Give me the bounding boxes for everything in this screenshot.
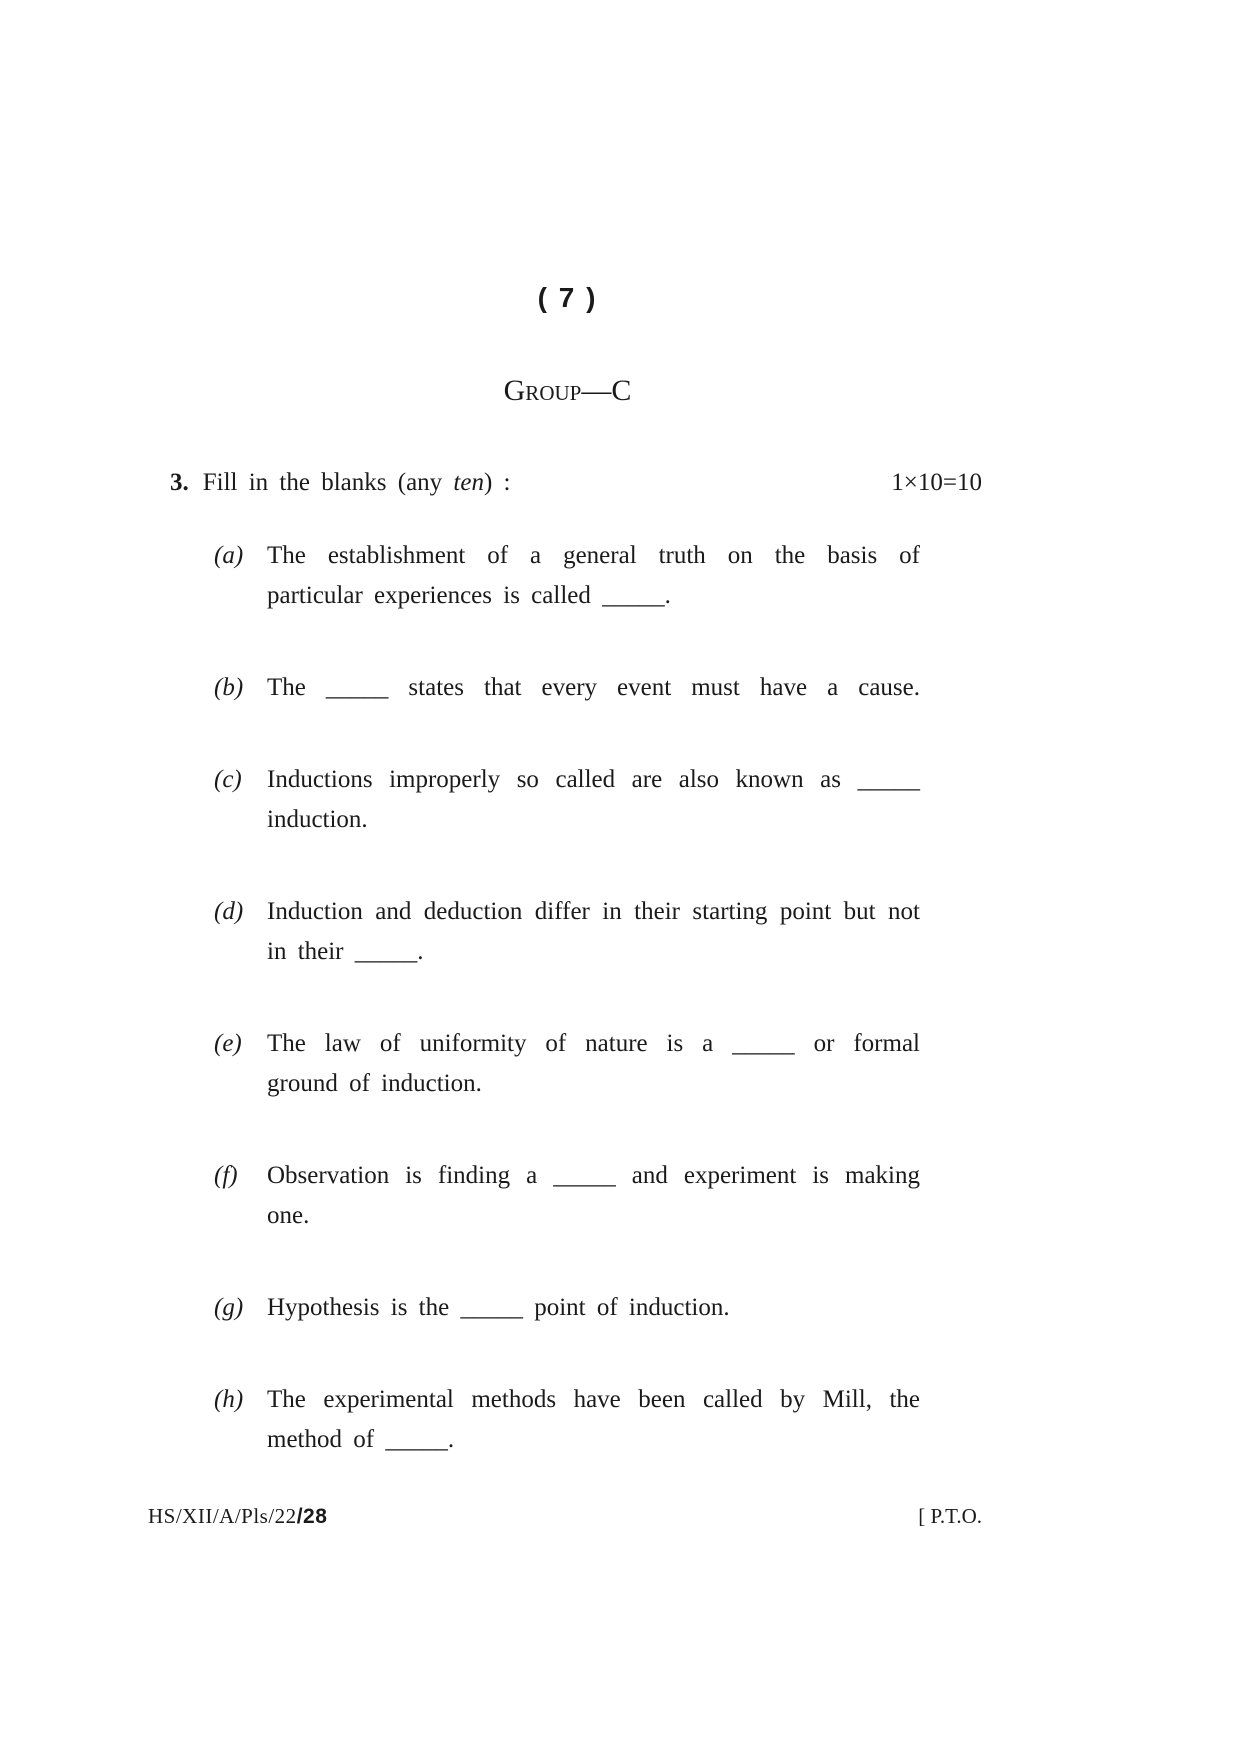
list-item: [214, 1156, 920, 1236]
question-number: 3.: [170, 469, 189, 496]
item-label: (c): [214, 766, 242, 793]
paper-code-text: HS/XII/A/Pls/22: [148, 1504, 297, 1528]
paper-code-page: /28: [296, 1505, 328, 1528]
item-label: (f): [214, 1162, 238, 1189]
list-item: [214, 892, 920, 972]
list-item: [214, 1380, 920, 1460]
item-label: (h): [214, 1386, 244, 1413]
list-item: [214, 536, 920, 616]
pto-marker: [ P.T.O.: [918, 1504, 982, 1528]
page-number: ( 7 ): [537, 282, 598, 313]
item-label: (g): [214, 1294, 244, 1321]
question-marks: 1×10=10: [891, 469, 982, 496]
item-text: Hypothesis is the _____ point of induction.: [267, 1294, 730, 1321]
question-text: Fill in the blanks: [202, 469, 387, 496]
item-label: (b): [214, 674, 244, 701]
item-text: The _____ states that every event must have a cause.: [267, 674, 920, 701]
item-text: Induction and deduction differ in their starting point but not in their _____.: [267, 898, 920, 965]
item-text: Inductions improperly so called are also known as _____ induction.: [267, 766, 920, 833]
item-label: (e): [214, 1030, 242, 1057]
list-item: [214, 1024, 920, 1104]
list-item: [214, 760, 920, 840]
item-text: The law of uniformity of nature is a _____ or formal ground of induction.: [267, 1030, 920, 1097]
list-item: [214, 668, 920, 708]
item-text: The experimental methods have been called by Mill, the method of _____.: [267, 1386, 920, 1453]
question-qualifier: (any ten) :: [397, 469, 511, 496]
question-header: [170, 469, 982, 497]
group-dash: —: [581, 374, 612, 407]
question-instruction: [170, 469, 511, 497]
item-label: (a): [214, 542, 244, 569]
fill-in-list: [214, 536, 920, 1512]
paper-code: [148, 1504, 327, 1529]
item-text: The establishment of a general truth on the basis of particular experiences is called _____.: [267, 542, 920, 609]
list-item: [214, 1288, 920, 1328]
item-text: Observation is finding a _____ and experiment is making one.: [267, 1162, 920, 1229]
group-letter: C: [611, 374, 632, 407]
item-label: (d): [214, 898, 244, 925]
group-prefix: Group: [503, 374, 582, 407]
group-heading: [0, 374, 1135, 408]
